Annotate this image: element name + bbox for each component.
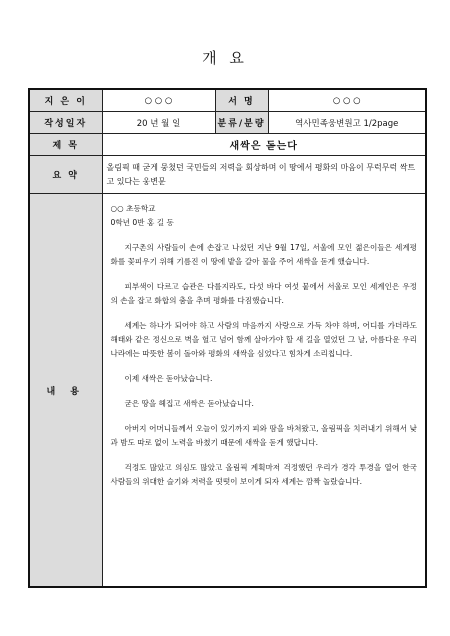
name-label: 서 명 — [215, 89, 268, 112]
subject-row — [29, 134, 426, 156]
paragraph: 아버지 어머니들께서 오늘이 있기까지 피와 땀을 바쳐왔고, 올림픽을 치러내기 위해서 낮과 밤도 따로 없이 노력을 바쳤기 때문에 새싹을 돋게 했답니다. — [110, 424, 417, 447]
date-label: 작성일자 — [29, 112, 102, 134]
paragraph: 이제 새싹은 돋아났습니다. — [124, 374, 213, 383]
subject-label: 제 목 — [29, 134, 102, 156]
paragraph: 굳은 땅을 헤집고 새싹은 돋아났습니다. — [124, 399, 254, 408]
summary-value: 올림픽 때 굳게 뭉쳤던 국민들의 저력을 회상하며 이 땅에서 평화의 마음이 무럭무럭 싹트고 있다는 웅변문 — [102, 156, 426, 194]
overview-form-table — [28, 88, 427, 588]
category-value: 역사민족웅변원고 1/2page — [268, 112, 426, 134]
summary-row — [29, 156, 426, 194]
name-value: ○ ○ ○ — [268, 89, 426, 112]
paragraph: 지구촌의 사람들이 손에 손잡고 나섰던 지난 9월 17일, 서울에 모인 젊은이들은 세계평화를 꽃피우기 위해 기름진 이 땅에 밭을 갈아 물을 주어 새싹을 돋게 했습니다. — [110, 243, 417, 266]
author-row — [29, 89, 426, 112]
document-title: 개 요 — [202, 49, 248, 67]
school-name: ○○ 초등학교 — [110, 204, 156, 213]
paragraph: 걱정도 많았고 의심도 많았고 올림픽 계획마저 걱정했던 우리가 경각 투경을 열어 한국 사람들의 위대한 슬기와 저력을 떳떳이 보이게 되자 세계는 깜짝 놀랐습니다. — [110, 463, 417, 486]
author-label: 지 은 이 — [29, 89, 102, 112]
category-label: 분류/분량 — [215, 112, 268, 134]
subject-value: 새싹은 돋는다 — [102, 134, 426, 156]
date-row — [29, 112, 426, 134]
content-label: 내 용 — [29, 194, 102, 588]
author-value: ○ ○ ○ — [102, 89, 215, 112]
paragraph: 피부색이 다르고 습관은 다를지라도, 다섯 바다 여섯 뭍에서 서울로 모인 세계인은 우정의 손을 잡고 화합의 춤을 추며 평화를 다짐했습니다. — [110, 282, 417, 305]
paragraph: 세계는 하나가 되어야 하고 사람의 마음까지 사랑으로 가득 차야 하며, 어디를 가더라도 해태와 같은 정신으로 벽을 헐고 넘어 함께 살아가야 할 새 길을 열었던 그 날, 아름다운 우리나라에는 따뜻한 봄이 돌아와 평화의 새싹을 심었다고 힘차게 소리칩니다. — [110, 321, 417, 358]
content-body — [102, 194, 426, 588]
content-row — [29, 194, 426, 588]
summary-label: 요 약 — [29, 156, 102, 194]
student-name: 0학년 0반 홍 길 동 — [110, 218, 174, 227]
date-value: 20 년 월 일 — [102, 112, 215, 134]
